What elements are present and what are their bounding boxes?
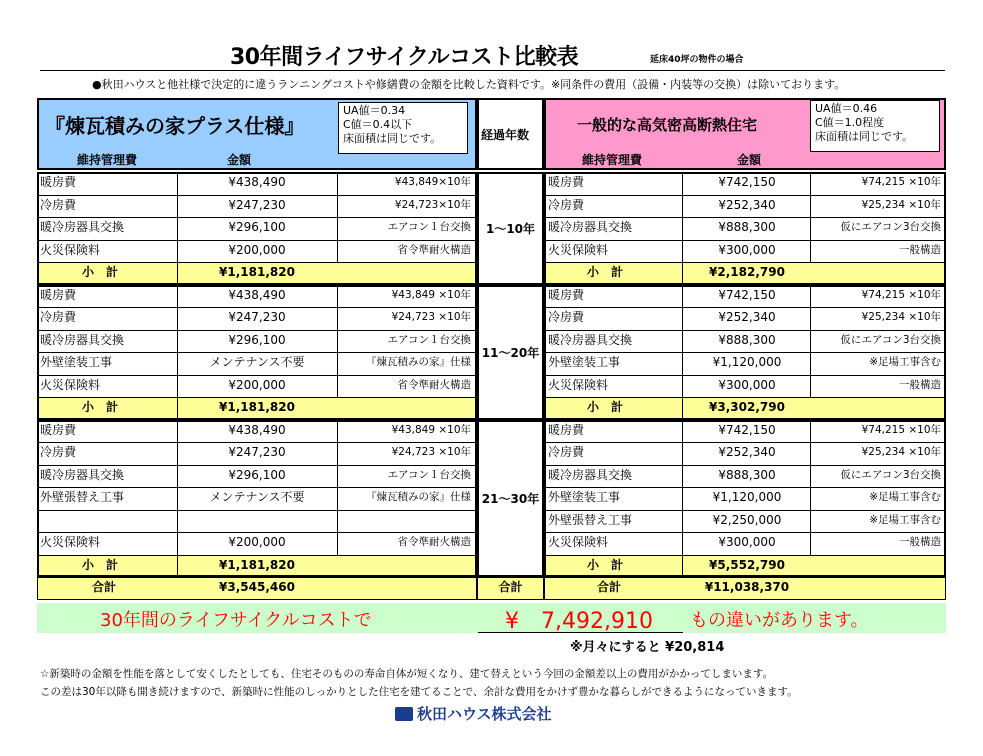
left-item-note: エアコン１台交換 <box>387 221 471 233</box>
period-cell: 1〜10年 <box>477 172 544 285</box>
left-item-amount: ¥200,000 <box>228 535 286 549</box>
left-item-note: 省令準耐火構造 <box>397 243 471 256</box>
left-subtotal-label: 小 計 <box>82 400 119 414</box>
right-subtotal-label: 小 計 <box>587 400 624 414</box>
left-item-label: 冷房費 <box>40 310 77 324</box>
left-subtotal-label: 小 計 <box>82 557 119 572</box>
col-divider <box>177 285 178 420</box>
logo-icon <box>395 707 413 721</box>
left-item-label: 火災保険料 <box>40 377 101 392</box>
left-item-amount: ¥296,100 <box>228 220 286 234</box>
right-title: 一般的な高気密高断熱住宅 <box>577 116 758 134</box>
left-group-border <box>37 285 477 420</box>
left-col-amount: 金額 <box>227 153 252 167</box>
left-item-note: ¥24,723×10年 <box>394 198 471 211</box>
left-item-label: 暖房費 <box>40 422 77 437</box>
col-divider <box>810 285 811 398</box>
right-group-border <box>544 420 946 578</box>
col-divider <box>810 420 811 555</box>
right-item-label: 暖房費 <box>548 422 585 437</box>
left-item-amount: ¥438,490 <box>228 422 286 437</box>
left-item-amount: ¥247,230 <box>228 197 286 212</box>
col-divider <box>177 172 178 285</box>
page-subtitle: 延床40坪の物件の場合 <box>650 55 744 65</box>
middle-header: 経過年数 <box>481 128 530 142</box>
col-divider <box>337 172 338 262</box>
right-item-note: 仮にエアコン3台交換 <box>840 333 941 346</box>
right-spec-note <box>810 100 940 152</box>
left-title: 『煉瓦積みの家プラス仕様』 <box>45 114 305 138</box>
right-item-note: 仮にエアコン3台交換 <box>840 221 941 233</box>
right-item-note: ¥25,234 ×10年 <box>861 446 941 458</box>
left-item-note: ¥43,849 ×10年 <box>391 423 471 436</box>
summary-tail: もの違いがあります。 <box>690 610 869 631</box>
right-subtotal-label: 小 計 <box>587 265 624 279</box>
right-item-note: ※足場工事含む <box>869 513 941 526</box>
left-note-ua: UA値＝0.34 <box>343 104 406 117</box>
right-item-label: 暖冷房器具交換 <box>548 220 633 234</box>
right-group-border <box>544 172 946 285</box>
left-item-label: 暖冷房器具交換 <box>40 220 125 234</box>
right-item-note: 一般構造 <box>899 378 941 391</box>
col-divider <box>682 172 683 285</box>
right-item-amount: ¥252,340 <box>718 445 776 459</box>
right-item-amount: ¥742,150 <box>718 287 776 302</box>
right-item-amount: ¥300,000 <box>718 377 776 392</box>
right-item-label: 暖房費 <box>548 175 585 189</box>
left-item-note: ¥24,723 ×10年 <box>391 311 471 323</box>
left-item-label: 火災保険料 <box>40 242 101 257</box>
left-item-amount: ¥247,230 <box>228 445 286 459</box>
col-divider <box>337 285 338 398</box>
left-item-label: 冷房費 <box>40 445 77 459</box>
right-item-note: 一般構造 <box>899 243 941 256</box>
right-item-label: 冷房費 <box>548 197 585 212</box>
left-item-note: 『煉瓦積みの家』仕様 <box>366 356 471 368</box>
page-title: 30年間ライフサイクルコスト比較表 <box>230 45 579 70</box>
left-col-item: 維持管理費 <box>77 153 138 167</box>
left-item-label: 冷房費 <box>40 197 77 212</box>
left-item-amount: ¥438,490 <box>228 287 286 302</box>
right-group-border <box>544 285 946 420</box>
left-subtotal-value: ¥1,181,820 <box>219 557 295 572</box>
summary-amount: ¥ 7,492,910 <box>505 609 653 634</box>
left-item-amount: メンテナンス不要 <box>209 490 305 504</box>
left-spec-note <box>338 102 468 154</box>
left-item-amount: ¥296,100 <box>228 467 286 482</box>
left-item-amount: ¥247,230 <box>228 310 286 324</box>
right-item-label: 暖冷房器具交換 <box>548 332 633 347</box>
right-item-amount: ¥252,340 <box>718 310 776 324</box>
right-item-amount: ¥2,250,000 <box>712 512 782 527</box>
right-item-label: 暖冷房器具交換 <box>548 467 633 482</box>
right-note-ua: UA値＝0.46 <box>815 102 878 115</box>
left-item-amount: ¥200,000 <box>228 377 286 392</box>
right-item-label: 火災保険料 <box>548 242 609 257</box>
right-note-floor: 床面積は同じです。 <box>815 130 914 143</box>
right-item-amount: ¥300,000 <box>718 535 776 549</box>
right-item-note: ¥74,215 ×10年 <box>861 288 941 301</box>
right-item-label: 外壁塗装工事 <box>548 355 621 369</box>
left-total-value: ¥3,545,460 <box>219 580 295 594</box>
col-divider <box>337 420 338 555</box>
right-item-amount: ¥742,150 <box>718 175 776 189</box>
company-logo <box>395 703 552 724</box>
right-item-note: 一般構造 <box>899 536 941 548</box>
left-group-border <box>37 172 477 285</box>
right-item-label: 外壁塗装工事 <box>548 490 621 504</box>
right-item-amount: ¥300,000 <box>718 242 776 257</box>
right-item-note: ※足場工事含む <box>869 491 941 503</box>
right-subtotal-value: ¥2,182,790 <box>709 265 785 279</box>
left-item-note: ¥24,723 ×10年 <box>391 446 471 458</box>
col-divider <box>177 420 178 578</box>
left-subtotal-label: 小 計 <box>82 265 119 279</box>
col-divider <box>682 285 683 420</box>
right-total-label: 合計 <box>597 580 622 594</box>
left-item-note: エアコン１台交換 <box>387 333 471 346</box>
comparison-table <box>37 98 946 603</box>
footer-note-2: この差は30年以降も開き続けますので、新築時に性能のしっかりとした住宅を建てることで、余計な費用をかけず豊かな暮らしができるようになっていきます。 <box>40 686 798 698</box>
left-item-note: エアコン１台交換 <box>387 468 471 481</box>
left-item-label: 暖冷房器具交換 <box>40 467 125 482</box>
right-item-label: 外壁張替え工事 <box>548 512 633 527</box>
right-item-note: ※足場工事含む <box>869 356 941 368</box>
title-underline <box>40 70 945 71</box>
left-item-label: 外壁張替え工事 <box>40 490 125 504</box>
left-item-amount: ¥296,100 <box>228 332 286 347</box>
left-note-c: C値＝0.4以下 <box>343 118 413 131</box>
left-item-label: 火災保険料 <box>40 535 101 549</box>
middle-total-label: 合計 <box>498 580 523 594</box>
right-col-amount: 金額 <box>737 153 762 167</box>
right-item-amount: ¥888,300 <box>718 467 776 482</box>
right-item-amount: ¥888,300 <box>718 220 776 234</box>
right-item-amount: ¥252,340 <box>718 197 776 212</box>
right-note-c: C値＝1.0程度 <box>815 116 885 129</box>
col-divider <box>682 420 683 578</box>
right-item-note: ¥25,234 ×10年 <box>861 198 941 211</box>
left-item-note: ¥43,849×10年 <box>394 176 471 188</box>
right-item-note: ¥25,234 ×10年 <box>861 311 941 323</box>
right-item-amount: ¥742,150 <box>718 422 776 437</box>
summary-lead: 30年間のライフサイクルコストで <box>100 610 372 631</box>
left-item-label: 暖房費 <box>40 175 77 189</box>
right-item-note: 仮にエアコン3台交換 <box>840 468 941 481</box>
footer-note-1: ☆新築時の金額を性能を落として安くしたとしても、住宅そのものの寿命自体が短くなり、建て替えという今回の金額差以上の費用がかかってしまいます。 <box>40 668 774 680</box>
left-item-amount: ¥200,000 <box>228 242 286 257</box>
right-item-amount: ¥888,300 <box>718 332 776 347</box>
left-item-note: 省令準耐火構造 <box>397 536 471 548</box>
left-item-label: 暖房費 <box>40 287 77 302</box>
left-item-note: 省令準耐火構造 <box>397 378 471 391</box>
company-name: 秋田ハウス株式会社 <box>417 705 552 723</box>
left-item-amount: メンテナンス不要 <box>209 355 305 369</box>
right-total-value: ¥11,038,370 <box>704 580 790 594</box>
col-divider <box>810 172 811 262</box>
right-item-amount: ¥1,120,000 <box>712 355 782 369</box>
left-group-border <box>37 420 477 578</box>
left-item-label: 暖冷房器具交換 <box>40 332 125 347</box>
period-cell: 11〜20年 <box>477 285 544 420</box>
left-total-label: 合計 <box>92 580 117 594</box>
right-item-label: 火災保険料 <box>548 535 609 549</box>
right-item-amount: ¥1,120,000 <box>712 490 782 504</box>
left-item-amount: ¥438,490 <box>228 175 286 189</box>
left-subtotal-value: ¥1,181,820 <box>219 265 295 279</box>
right-subtotal-value: ¥3,302,790 <box>709 400 785 414</box>
summary-underline <box>478 632 683 633</box>
right-subtotal-value: ¥5,552,790 <box>709 557 785 572</box>
right-item-label: 冷房費 <box>548 310 585 324</box>
left-note-floor: 床面積は同じです。 <box>343 132 442 145</box>
right-item-label: 暖房費 <box>548 287 585 302</box>
left-item-note: 『煉瓦積みの家』仕様 <box>366 491 471 503</box>
left-item-label: 外壁塗装工事 <box>40 355 113 369</box>
right-subtotal-label: 小 計 <box>587 557 624 572</box>
right-item-note: ¥74,215 ×10年 <box>861 423 941 436</box>
left-item-note: ¥43,849 ×10年 <box>391 288 471 301</box>
right-item-note: ¥74,215 ×10年 <box>861 176 941 188</box>
period-cell: 21〜30年 <box>477 420 544 578</box>
right-item-label: 火災保険料 <box>548 377 609 392</box>
right-col-item: 維持管理費 <box>582 153 643 167</box>
right-item-label: 冷房費 <box>548 445 585 459</box>
intro-text: ●秋田ハウスと他社様で決定的に違うランニングコストや修繕費の金額を比較した資料です。※同条件の費用（設備・内装等の交換）は除いております。 <box>92 78 846 91</box>
monthly-cost: ※月々にすると ¥20,814 <box>570 640 725 655</box>
left-subtotal-value: ¥1,181,820 <box>219 400 295 414</box>
